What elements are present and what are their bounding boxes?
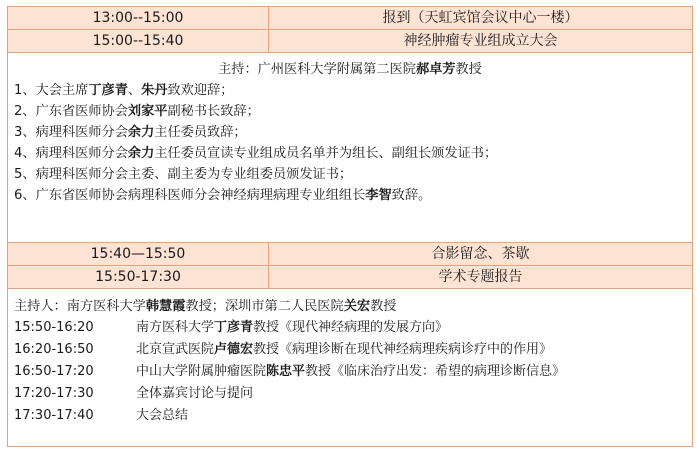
- session-time: 15:50-17:30: [8, 266, 269, 288]
- founding-agenda: [8, 53, 692, 243]
- founding-host: 主持：广州医科大学附属第二医院郝卓芳教授: [218, 62, 482, 77]
- talk-time: 16:50-17:20: [14, 364, 94, 379]
- academic-host: 主持人：南方医科大学韩慧霞教授；深圳市第二人民医院关宏教授: [14, 299, 397, 314]
- session-title: 神经肿瘤专业组成立大会: [403, 33, 558, 49]
- session-row: [8, 266, 692, 289]
- talk-desc: 中山大学附属肿瘤医院陈忠平教授《临床治疗出发：希望的病理诊断信息》: [136, 364, 566, 379]
- session-row: [8, 243, 692, 266]
- talk-time: 16:20-16:50: [14, 342, 94, 357]
- agenda-item: 5、病理科医师分会主委、副主委为专业组委员颁发证书；: [14, 167, 353, 182]
- session-title: 报到（天虹宾馆会议中心一楼）: [382, 10, 579, 26]
- session-row: [8, 30, 692, 53]
- session-time: 13:00--15:00: [8, 7, 269, 29]
- schedule-table: [7, 6, 693, 447]
- talk-row: [8, 361, 692, 383]
- agenda-item: 6、广东省医师协会病理科医师分会神经病理病理专业组组长李智致辞。: [14, 188, 432, 203]
- talk-time: 17:20-17:30: [14, 386, 94, 401]
- talk-time: 15:50-16:20: [14, 320, 94, 335]
- session-time: 15:00--15:40: [8, 30, 269, 52]
- talk-desc: 南方医科大学丁彦青教授《现代神经病理的发展方向》: [136, 320, 449, 335]
- talk-row: [8, 317, 692, 339]
- academic-agenda: [8, 290, 692, 446]
- talk-time: 17:30-17:40: [14, 408, 94, 423]
- talk-row: [8, 383, 692, 405]
- session-title: 合影留念、茶歇: [431, 246, 530, 262]
- agenda-item: 4、病理科医师分会余力主任委员宣读专业组成员名单并为组长、副组长颁发证书；: [14, 146, 498, 161]
- agenda-item: 3、病理科医师分会余力主任委员致辞；: [14, 125, 247, 140]
- session-title: 学术专题报告: [438, 269, 523, 285]
- talk-desc: 北京宣武医院卢德宏教授《病理诊断在现代神经病理疾病诊疗中的作用》: [136, 342, 553, 357]
- talk-desc: 大会总结: [136, 408, 189, 423]
- agenda-item: 2、广东省医师协会刘家平副秘书长致辞；: [14, 104, 260, 119]
- agenda-item: 1、大会主席丁彦青、朱丹致欢迎辞；: [14, 83, 234, 98]
- session-row: [8, 7, 692, 30]
- talk-row: [8, 405, 692, 427]
- talk-desc: 全体嘉宾讨论与提问: [136, 386, 254, 401]
- session-time: 15:40—15:50: [8, 243, 269, 265]
- talk-row: [8, 339, 692, 361]
